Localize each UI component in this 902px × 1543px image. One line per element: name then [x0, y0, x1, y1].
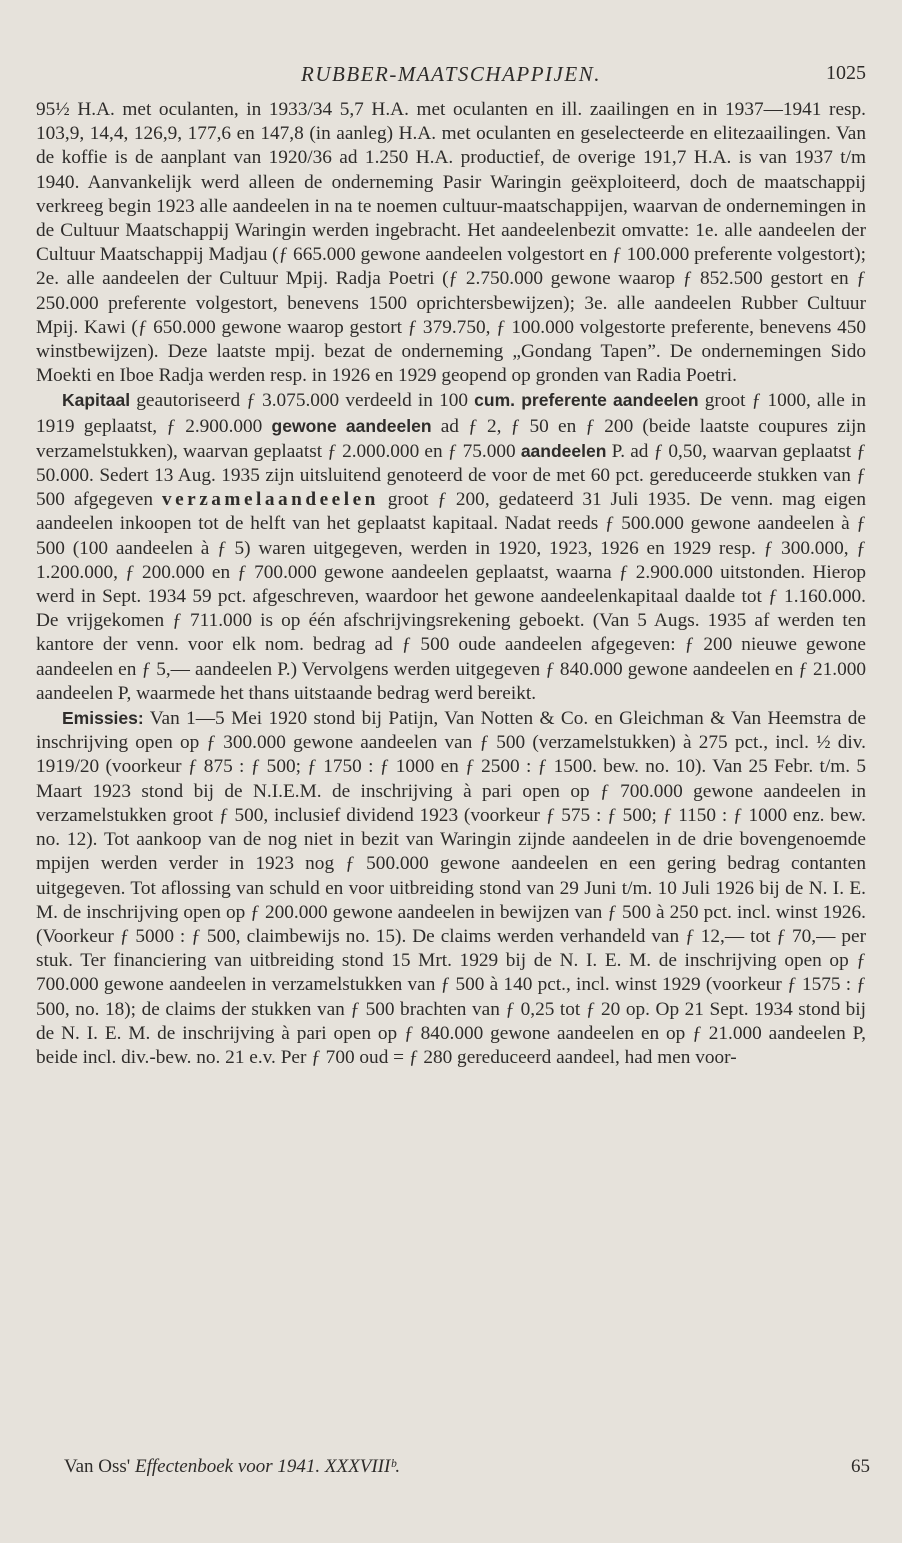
keyword-gewone-aandeelen: gewone aandeelen [271, 415, 432, 436]
footer-source [64, 1456, 400, 1478]
page-number: 1025 [826, 62, 866, 84]
footer-prefix: Van Oss' [64, 1456, 135, 1477]
paragraph-kapitaal [36, 388, 866, 706]
page-header [36, 58, 866, 88]
section-label-emissies: Emissies: [62, 708, 144, 729]
keyword-verzamelaandeelen: verzamelaandeelen [161, 489, 379, 511]
paragraph-text: Van 1—5 Mei 1920 stond bij Patijn, Van Notten & Co. en Gleichman & Van Heemstra de inschrijving open op ƒ 300.000 gewone aandeelen van ƒ 500 (verzamelstukken) à 275 pct., incl. ½ div. 1919/20 (voorkeur ƒ 875 : ƒ 500; ƒ 1750 : ƒ 1000 en ƒ 2500 : ƒ 1500. bew. no. 10). Van 25 Febr. t/m. 5 Maart 1923 stond bij de N.I.E.M. de inschrijving à pari open op ƒ 700.000 gewone aandeelen in verzamelstukken groot ƒ 500, inclusief dividend 1923 (voorkeur ƒ 575 : ƒ 500; ƒ 1150 : ƒ 1000 enz. bew. no. 12). Tot aankoop van de nog niet in bezit van Waringin zijnde aandeelen in de drie bovengenoemde mpijen werden verder in 1923 nog ƒ 500.000 gewone aandeelen en een gering bedrag contanten uitgegeven. Tot aflossing van schuld en voor uitbreiding stond van 29 Juni t/m. 10 Juli 1926 bij de N. I. E. M. de inschrijving open op ƒ 200.000 gewone aandeelen in bewijzen van ƒ 500 à 250 pct. incl. winst 1926. (Voorkeur ƒ 5000 : ƒ 500, claimbewijs no. 15). De claims werden verhandeld van ƒ 12,— tot ƒ 70,— per stuk. Ter financiering van uitbreiding stond 15 Mrt. 1929 bij de N. I. E. M. de inschrijving open op ƒ 700.000 gewone aandeelen in verzamelstukken van ƒ 500 à 140 pct., incl. winst 1929 (voorkeur ƒ 1575 : ƒ 500, no. 18); de claims der stukken van ƒ 500 brachten van ƒ 0,25 tot ƒ 20 op. Op 21 Sept. 1934 stond bij de N. I. E. M. de inschrijving à pari open op ƒ 840.000 gewone aandeelen en op ƒ 21.000 aandeelen P, beide incl. div.-bew. no. 21 e.v. Per ƒ 700 oud = ƒ 280 gereduceerd aandeel, had men voor- [36, 708, 866, 1068]
page-footer [64, 1452, 870, 1482]
paragraph-text: groot ƒ 1000, alle in 1919 geplaatst, ƒ 2.900.000 [36, 390, 867, 437]
footer-book-title: Effectenboek voor 1941. XXXVIIIᵇ. [134, 1456, 401, 1477]
running-title: RUBBER-MAATSCHAPPIJEN. [301, 62, 601, 86]
paragraph-text: groot ƒ 200, gedateerd 31 Juli 1935. De venn. mag eigen aandeelen inkoopen tot de helft van het geplaatst kapitaal. Nadat reeds ƒ 500.000 gewone aandeelen à ƒ 500 (100 aandeelen à ƒ 5) waren uitgegeven, werden in 1920, 1923, 1926 en 1929 resp. ƒ 300.000, ƒ 1.200.000, ƒ 200.000 en ƒ 700.000 gewone aandeelen geplaatst, waarna ƒ 2.900.000 uitstonden. Hierop werd in Sept. 1934 59 pct. afgeschreven, waardoor het gewone aandeelenkapitaal daalde tot ƒ 1.160.000. De vrijgekomen ƒ 711.000 is op één afschrijvingsrekening geboekt. (Van 5 Augs. 1935 af werden ten kantore der venn. voor elk nom. bedrag ad ƒ 500 oude aandeelen afgegeven: ƒ 200 nieuwe gewone aandeelen en ƒ 5,— aandeelen P.) Vervolgens werden uitgegeven ƒ 840.000 gewone aandeelen en ƒ 21.000 aandeelen P, waarmede het thans uitstaande bedrag werd bereikt. [36, 489, 866, 704]
paragraph-text: P. ad ƒ 0,50, waarvan geplaatst ƒ 50.000. Sedert 13 Aug. 1935 zijn uitsluitend genoteerd de voor de met 60 pct. gereduceerde stukken van ƒ 500 afgegeven [36, 440, 866, 511]
footer-page-number: 65 [851, 1456, 870, 1477]
keyword-cum-preferente: cum. preferente aandeelen [474, 390, 699, 411]
paragraph-text: 95½ H.A. met oculanten, in 1933/34 5,7 H.A. met oculanten en ill. zaailingen en in 1937—1941 resp. 103,9, 14,4, 126,9, 177,6 en 147,8 (in aanleg) H.A. met oculanten en geselecteerde en elitezaailingen. Van de koffie is de aanplant van 1920/36 ad 1.250 H.A. productief, de overige 191,7 H.A. is van 1937 t/m 1940. Aanvankelijk werd alleen de onderneming Pasir Waringin geëxploiteerd, doch de maatschappij verkreeg begin 1923 alle aandeelen in na te noemen cultuur-maatschappijen, waarvan de ondernemingen in de Cultuur Maatschappij Waringin werden ingebracht. Het aandeelenbezit omvatte: 1e. alle aandeelen der Cultuur Maatschappij Madjau (ƒ 665.000 gewone aandeelen volgestort en ƒ 100.000 preferente volgestort); 2e. alle aandeelen der Cultuur Mpij. Radja Poetri (ƒ 2.750.000 gewone waarop ƒ 852.500 gestort en ƒ 250.000 preferente volgestort, benevens 1500 oprichtersbewijzen); 3e. alle aandeelen Rubber Cultuur Mpij. Kawi (ƒ 650.000 gewone waarop gestort ƒ 379.750, ƒ 100.000 volgestorte preferente, benevens 450 winstbewijzen). Deze laatste mpij. bezat de onderneming „Gondang Tapen”. De ondernemingen Sido Moekti en Iboe Radja werden resp. in 1926 en 1929 geopend op gronden van Radia Poetri. [36, 99, 866, 387]
paragraph-text: geautoriseerd ƒ 3.075.000 verdeeld in 100 [130, 390, 475, 412]
keyword-aandeelen: aandeelen [520, 440, 607, 461]
paragraph-plantation-and-holdings [36, 98, 866, 388]
document-body [36, 98, 866, 1070]
paragraph-emissies [36, 706, 866, 1070]
paragraph-text: ad ƒ 2, ƒ 50 en ƒ 200 (beide laatste coupures zijn verzamelstukken), waarvan geplaatst ƒ 2.000.000 en ƒ 75.000 [36, 415, 866, 462]
section-label-kapitaal: Kapitaal [62, 390, 131, 411]
